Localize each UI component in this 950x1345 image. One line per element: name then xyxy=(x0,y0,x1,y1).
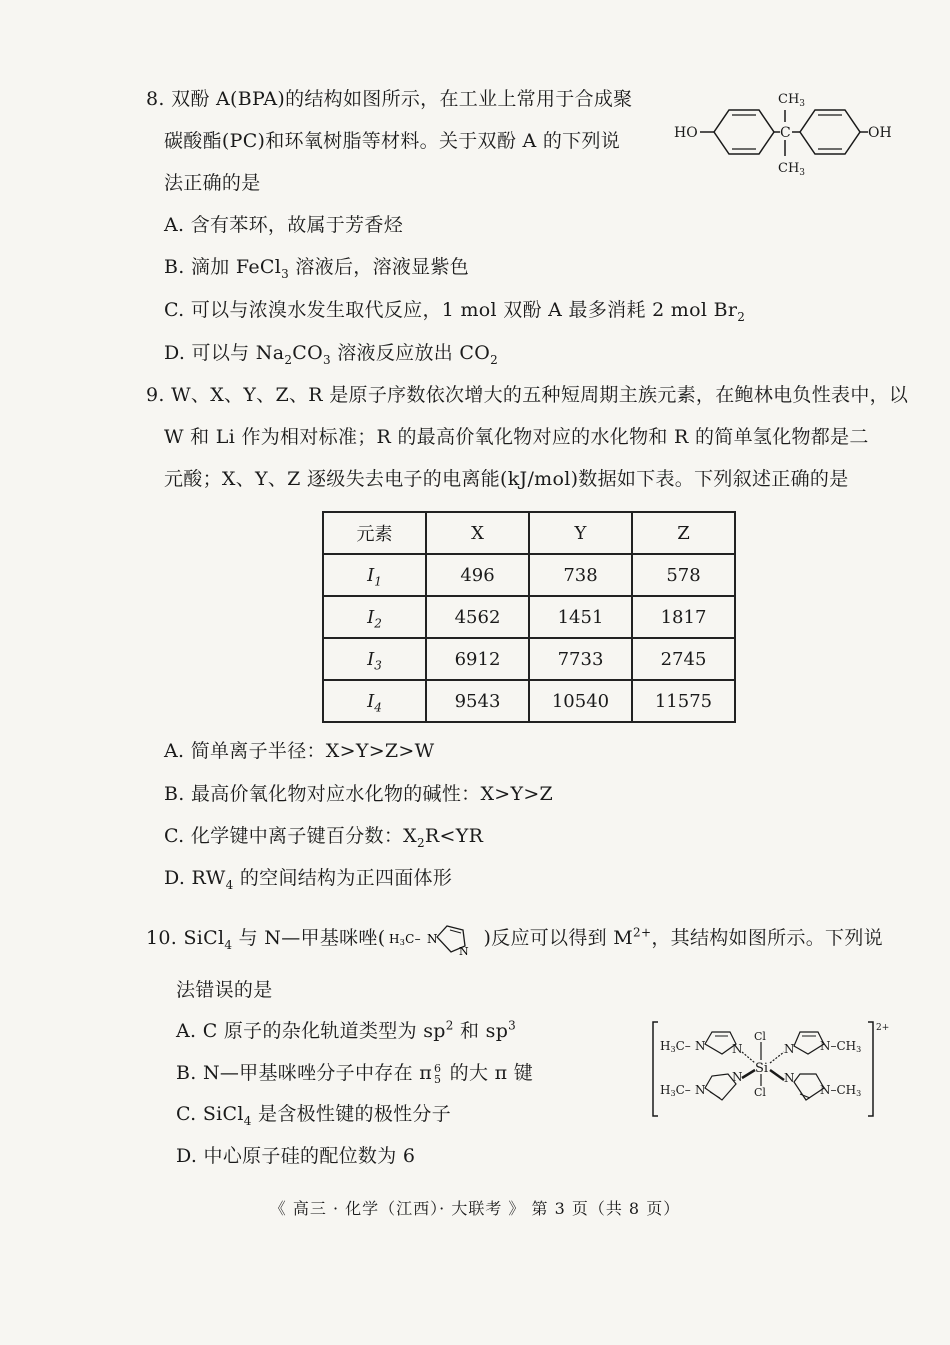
table-cell: 11575 xyxy=(632,680,735,722)
q8-stem-line3: 法正确的是 xyxy=(164,172,261,194)
q8-stem-line1: 8. 双酚 A(BPA)的结构如图所示，在工业上常用于合成聚 xyxy=(146,88,633,110)
svg-text:N: N xyxy=(784,1071,795,1085)
table-row xyxy=(323,638,735,680)
table-cell: 1451 xyxy=(529,596,632,638)
bpa-oh-label: OH xyxy=(868,125,892,141)
row-label: $I_2$ xyxy=(323,596,426,638)
q10-option-d: D. 中心原子硅的配位数为 6 xyxy=(176,1145,416,1167)
q8-option-d: D. 可以与 $Na_2CO_3$ 溶液反应放出 $CO_2$ xyxy=(164,342,499,367)
row-label: $I_3$ xyxy=(323,638,426,680)
table-cell: 10540 xyxy=(529,680,632,722)
svg-text:Cl: Cl xyxy=(754,1086,766,1099)
table-cell: 738 xyxy=(529,554,632,596)
bpa-ch3-top: $CH_3$ xyxy=(778,92,806,109)
q9-option-d: D. $RW_4$ 的空间结构为正四面体形 xyxy=(164,867,453,892)
ionization-energy-table xyxy=(322,511,736,723)
table-cell: 496 xyxy=(426,554,529,596)
q10-option-b: B. N—甲基咪唑分子中存在 π 6 5 的大 π 键 xyxy=(176,1062,534,1086)
methyl-label-bl: H3C– xyxy=(660,1083,691,1098)
methyl-label-tr: N–CH3 xyxy=(820,1039,862,1054)
table-row xyxy=(323,596,735,638)
table-header-cell: X xyxy=(426,512,529,554)
q10-option-c: C. SiCl$_4$ 是含极性键的极性分子 xyxy=(176,1103,452,1128)
bpa-ho-label: HO xyxy=(674,125,698,141)
bpa-structure xyxy=(672,84,902,184)
row-label: $I_4$ xyxy=(323,680,426,722)
table-row xyxy=(323,554,735,596)
svg-text:N: N xyxy=(732,1070,743,1084)
table-cell: 9543 xyxy=(426,680,529,722)
table-row xyxy=(323,680,735,722)
svg-text:N: N xyxy=(695,1039,706,1053)
q10-stem-line1: 10. SiCl$_4$ 与 N—甲基咪唑( H3C– N N )反应可以得到 $M^{2+}$，其结构如图所示。下列说 xyxy=(146,922,883,956)
q10-option-a: A. C 原子的杂化轨道类型为 $sp^2$ 和 $sp^3$ xyxy=(176,1018,517,1042)
table-cell: 2745 xyxy=(632,638,735,680)
methylimidazole-inline-structure xyxy=(387,922,481,956)
table-cell: 1817 xyxy=(632,596,735,638)
q8-option-b: B. 滴加 FeCl$_3$ 溶液后，溶液显紫色 xyxy=(164,256,470,281)
methyl-label-tl: H3C– xyxy=(660,1039,691,1054)
table-header-cell: 元素 xyxy=(323,512,426,554)
q9-option-c: C. 化学键中离子键百分数：$X_2R<YR$ xyxy=(164,825,484,850)
q10-stem-line2: 法错误的是 xyxy=(176,979,273,1001)
q9-stem-line1: 9. W、X、Y、Z、R 是原子序数依次增大的五种短周期主族元素，在鲍林电负性表中，以 xyxy=(146,384,909,406)
svg-text:N: N xyxy=(427,932,439,946)
q8-stem-line2: 碳酸酯(PC)和环氧树脂等材料。关于双酚 A 的下列说 xyxy=(164,130,621,152)
table-cell: 4562 xyxy=(426,596,529,638)
table-cell: 578 xyxy=(632,554,735,596)
q9-option-b: B. 最高价氧化物对应水化物的碱性：X>Y>Z xyxy=(164,783,554,805)
q9-option-a: A. 简单离子半径：X>Y>Z>W xyxy=(164,740,435,762)
table-cell: 7733 xyxy=(529,638,632,680)
svg-text:N: N xyxy=(459,945,470,956)
svg-text:N: N xyxy=(695,1083,706,1097)
m2plus-complex-structure xyxy=(650,1018,894,1122)
svg-text:Cl: Cl xyxy=(754,1030,766,1043)
table-header-cell: Z xyxy=(632,512,735,554)
table-header-row xyxy=(323,512,735,554)
svg-text:N: N xyxy=(784,1042,795,1056)
bpa-ch3-bottom: $CH_3$ xyxy=(778,161,806,178)
svg-text:H3C–: H3C– xyxy=(389,932,422,947)
table-cell: 6912 xyxy=(426,638,529,680)
table-header-cell: Y xyxy=(529,512,632,554)
row-label: $I_1$ xyxy=(323,554,426,596)
q8-option-c: C. 可以与浓溴水发生取代反应，1 mol 双酚 A 最多消耗 2 mol $Br_2$ xyxy=(164,299,746,324)
q9-stem-line2: W 和 Li 作为相对标准；R 的最高价氧化物对应的水化物和 R 的简单氢化物都是二 xyxy=(164,426,869,448)
methyl-label-br: N–CH3 xyxy=(820,1083,862,1098)
silicon-center: Si xyxy=(755,1061,769,1076)
svg-text:N: N xyxy=(732,1042,743,1056)
q9-stem-line3: 元酸；X、Y、Z 逐级失去电子的电离能(kJ/mol)数据如下表。下列叙述正确的是 xyxy=(164,468,849,490)
page-footer: 《 高三 · 化学（江西）· 大联考 》 第 3 页（共 8 页） xyxy=(269,1199,681,1218)
bpa-center-carbon: C xyxy=(780,125,791,141)
complex-charge: 2+ xyxy=(876,1023,890,1033)
q8-option-a: A. 含有苯环，故属于芳香烃 xyxy=(164,214,404,236)
